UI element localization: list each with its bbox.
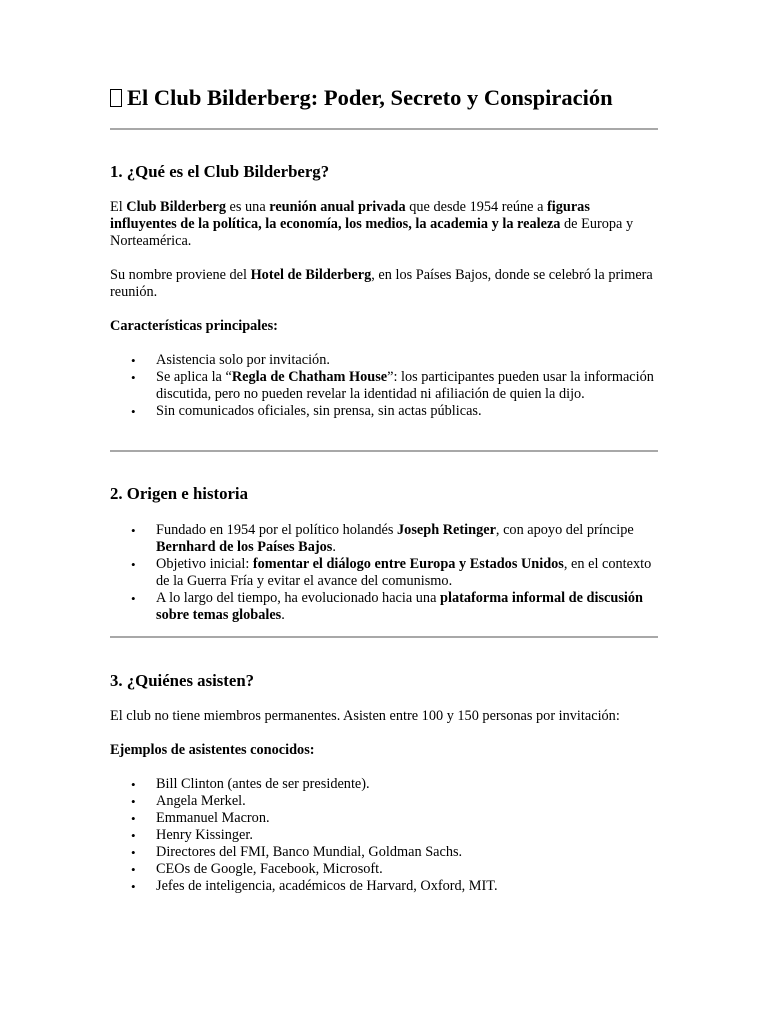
- text: El: [110, 199, 127, 215]
- text: .: [332, 539, 336, 555]
- text: Asistencia solo por invitación.: [156, 352, 330, 368]
- list-item: [110, 590, 658, 624]
- divider: [110, 636, 658, 638]
- text: , con apoyo del príncipe: [495, 522, 634, 538]
- text: Su nombre proviene del: [110, 267, 251, 283]
- paragraph: [110, 267, 658, 301]
- paragraph: [110, 199, 658, 250]
- list-item: • Bill Clinton (antes de ser presidente).: [110, 776, 658, 793]
- section-que-es: [110, 162, 658, 420]
- bold-text: Regla de Chatham House: [231, 369, 388, 385]
- list-item: [110, 522, 658, 556]
- subheading-paragraph: [110, 742, 658, 759]
- section-quienes: [110, 671, 658, 895]
- bold-text: figuras influyentes de la política, la economía, los medios, la academia y la realeza: [110, 199, 590, 232]
- list-item: • Angela Merkel.: [110, 793, 658, 810]
- text: A lo largo del tiempo, ha evolucionado hacia una: [156, 590, 441, 606]
- bullet-list: [110, 776, 658, 895]
- text: ”: los participantes pueden usar la información discutida, pero no pueden revelar la identidad ni afiliación de quien la dijo.: [156, 369, 654, 402]
- text: es una: [225, 199, 270, 215]
- text: que desde 1954 reúne a: [405, 199, 547, 215]
- divider: [110, 450, 658, 452]
- bold-text: Bernhard de los Países Bajos: [156, 539, 333, 555]
- missing-glyph-icon: [110, 89, 122, 107]
- bullet-list: [110, 352, 658, 420]
- section-heading: 2. Origen e historia: [110, 484, 248, 503]
- document-title: [110, 84, 613, 112]
- document-title-text: El Club Bilderberg: Poder, Secreto y Conspiración: [127, 85, 613, 110]
- text: Sin comunicados oficiales, sin prensa, sin actas públicas.: [156, 403, 482, 419]
- section-heading: 1. ¿Qué es el Club Bilderberg?: [110, 162, 330, 181]
- text: Se aplica la “: [156, 369, 232, 385]
- bold-text: Club Bilderberg: [126, 199, 226, 215]
- text: de Europa y Norteamérica.: [110, 216, 634, 249]
- text: Objetivo inicial:: [156, 556, 253, 572]
- text: Fundado en 1954 por el político holandés: [156, 522, 398, 538]
- list-item: [110, 556, 658, 590]
- bold-text: plataforma informal de discusión sobre temas globales: [156, 590, 643, 623]
- text: , en el contexto de la Guerra Fría y evitar el avance del comunismo.: [156, 556, 652, 589]
- subheading: Características principales:: [110, 318, 278, 334]
- bold-text: Hotel de Bilderberg: [250, 267, 372, 283]
- bold-text: Joseph Retinger: [397, 522, 496, 538]
- bullet-list: [110, 522, 658, 624]
- list-item: [110, 403, 658, 420]
- list-item: • CEOs de Google, Facebook, Microsoft.: [110, 861, 658, 878]
- bold-text: fomentar el diálogo entre Europa y Estados Unidos: [252, 556, 564, 572]
- list-item: • Emmanuel Macron.: [110, 810, 658, 827]
- list-item: [110, 369, 658, 403]
- paragraph: El club no tiene miembros permanentes. Asisten entre 100 y 150 personas por invitación:: [110, 708, 620, 724]
- subheading-paragraph: [110, 318, 658, 335]
- bold-text: reunión anual privada: [269, 199, 406, 215]
- list-item: [110, 352, 658, 369]
- text: .: [281, 607, 285, 623]
- section-heading: 3. ¿Quiénes asisten?: [110, 671, 255, 690]
- subheading: Ejemplos de asistentes conocidos:: [110, 742, 315, 758]
- divider: [110, 128, 658, 130]
- list-item: • Henry Kissinger.: [110, 827, 658, 844]
- list-item: • Jefes de inteligencia, académicos de Harvard, Oxford, MIT.: [110, 878, 658, 895]
- section-origen: [110, 484, 658, 624]
- text: , en los Países Bajos, donde se celebró la primera reunión.: [110, 267, 653, 300]
- list-item: • Directores del FMI, Banco Mundial, Goldman Sachs.: [110, 844, 658, 861]
